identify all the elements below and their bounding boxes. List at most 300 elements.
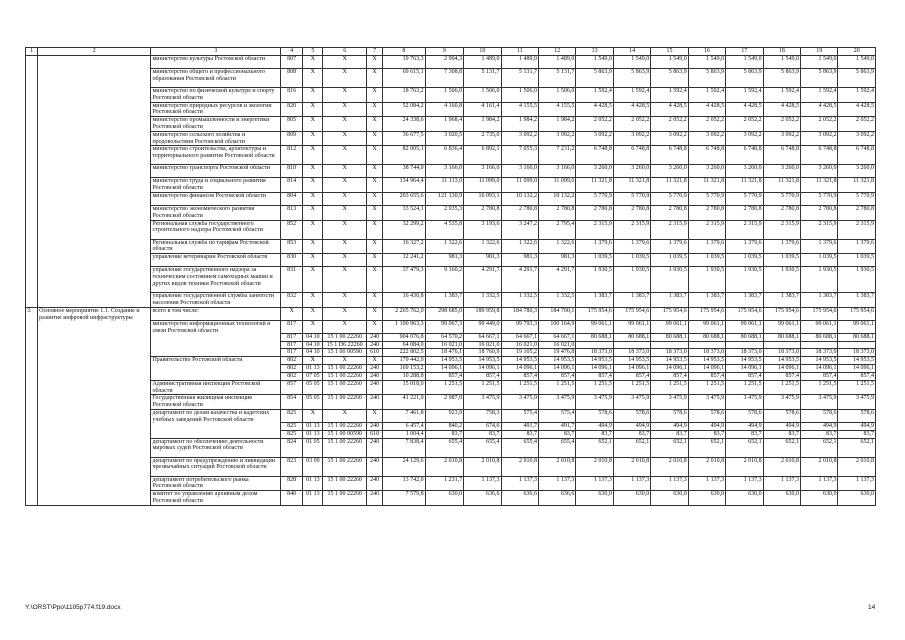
year-amount-cell: 5 863,9 — [838, 69, 876, 88]
year-amount-cell: 652,1 — [838, 438, 876, 457]
total-amount-cell: 7 579,8 — [383, 491, 426, 506]
vr-code-cell: 240 — [366, 372, 382, 380]
year-amount-cell: 3 475,9 — [576, 395, 613, 410]
year-amount-cell: 3 092,2 — [763, 131, 800, 146]
total-amount-cell: 24 129,6 — [383, 457, 426, 476]
table-row — [26, 117, 876, 132]
column-number-16: 16 — [688, 48, 725, 56]
year-amount-cell: 1 379,6 — [688, 239, 725, 254]
year-amount-cell: 1 383,7 — [425, 293, 463, 308]
year-amount-cell: 5 770,9 — [726, 192, 763, 205]
year-amount-cell: 80 688,1 — [688, 333, 725, 341]
vr-code-cell: X — [366, 192, 382, 205]
year-amount-cell: 636,6 — [538, 491, 575, 506]
vr-code-cell: X — [366, 267, 382, 293]
year-amount-cell: 99 067,3 — [425, 320, 463, 333]
year-amount-cell: 6 892,1 — [464, 146, 501, 165]
year-amount-cell: 14 096,1 — [801, 365, 838, 373]
year-amount-cell: 1 930,5 — [838, 267, 876, 293]
year-amount-cell: 14 096,1 — [464, 365, 501, 373]
table-row — [26, 220, 876, 239]
grbs-code-cell: 802 — [280, 357, 302, 365]
vr-code-cell: X — [366, 254, 382, 267]
event-name-cell — [38, 56, 151, 308]
year-amount-cell: 5 131,7 — [538, 69, 575, 88]
rzpr-code-cell: X — [303, 293, 323, 308]
year-amount-cell: 1 251,5 — [801, 380, 838, 395]
year-amount-cell: 80 688,1 — [613, 333, 650, 341]
csr-code-cell: X — [323, 220, 367, 239]
csr-code-cell: X — [323, 307, 367, 320]
vr-code-cell: X — [366, 307, 382, 320]
year-amount-cell: 175 954,6 — [576, 307, 613, 320]
year-amount-cell: 3 475,9 — [688, 395, 725, 410]
year-amount-cell: 4 428,5 — [763, 102, 800, 117]
rzpr-code-cell: 07 05 — [303, 372, 323, 380]
year-amount-cell: 578,6 — [801, 409, 838, 422]
column-number-10: 10 — [464, 48, 501, 56]
table-row — [26, 131, 876, 146]
year-amount-cell: 83,7 — [538, 430, 575, 438]
year-amount-cell: 1 592,4 — [838, 88, 876, 103]
total-amount-cell: 222 802,5 — [383, 349, 426, 357]
document-file-path: Y:\ORST\Ppo\1105p774.f19.docx — [25, 604, 121, 611]
year-amount-cell: 630,0 — [726, 491, 763, 506]
vr-code-cell: X — [366, 293, 382, 308]
year-amount-cell: 4 291,7 — [538, 267, 575, 293]
year-amount-cell: 1 251,5 — [651, 380, 688, 395]
table-row — [26, 409, 876, 422]
year-amount-cell: 1 489,0 — [501, 56, 538, 69]
year-amount-cell: 2 780,8 — [464, 205, 501, 220]
year-amount-cell: 1 322,6 — [501, 239, 538, 254]
total-amount-cell: 134 964,4 — [383, 178, 426, 193]
year-amount-cell: 2 315,9 — [838, 220, 876, 239]
total-amount-cell: 52 084,2 — [383, 102, 426, 117]
year-amount-cell: 7 308,8 — [425, 69, 463, 88]
total-amount-cell: 24 338,6 — [383, 117, 426, 132]
year-amount-cell: 2 052,2 — [613, 117, 650, 132]
year-amount-cell: 2 010,8 — [726, 457, 763, 476]
year-amount-cell: 7 231,2 — [538, 146, 575, 165]
year-amount-cell: 10 132,2 — [538, 192, 575, 205]
year-amount-cell: 5 863,9 — [801, 69, 838, 88]
year-amount-cell: 3 193,6 — [464, 220, 501, 239]
year-amount-cell: 3 092,2 — [838, 131, 876, 146]
year-amount-cell: 1 137,3 — [576, 476, 613, 491]
budget-table — [25, 47, 876, 506]
executor-cell: Региональная служба по тарифам Ростовской области — [151, 239, 281, 254]
year-amount-cell: 14 096,1 — [688, 365, 725, 373]
year-amount-cell: 674,6 — [464, 422, 501, 430]
year-amount-cell: 1 137,3 — [763, 476, 800, 491]
year-amount-cell: 1 251,5 — [838, 380, 876, 395]
year-amount-cell: 18 373,0 — [576, 349, 613, 357]
csr-code-cell: 15 1 00 22260 — [323, 476, 367, 491]
vr-code-cell: X — [366, 220, 382, 239]
year-amount-cell: 652,1 — [651, 438, 688, 457]
total-amount-cell: 10 288,8 — [383, 372, 426, 380]
rzpr-code-cell: X — [303, 267, 323, 293]
total-amount-cell: 7 461,8 — [383, 409, 426, 422]
year-amount-cell: 121 130,9 — [425, 192, 463, 205]
year-amount-cell: 923,9 — [425, 409, 463, 422]
year-amount-cell: 2 010,8 — [538, 457, 575, 476]
year-amount-cell: 494,9 — [801, 422, 838, 430]
year-amount-cell: 2 010,8 — [464, 457, 501, 476]
year-amount-cell: 1 549,0 — [688, 56, 725, 69]
year-amount-cell: 3 092,2 — [688, 131, 725, 146]
total-amount-cell: 1 004,4 — [383, 430, 426, 438]
rzpr-code-cell: 01 13 — [303, 491, 323, 506]
year-amount-cell: 630,0 — [651, 491, 688, 506]
year-amount-cell: 4 160,8 — [425, 102, 463, 117]
csr-code-cell: 15 1 00 00590 — [323, 430, 367, 438]
year-amount-cell: 83,7 — [613, 430, 650, 438]
rzpr-code-cell: X — [303, 178, 323, 193]
total-amount-cell: 6 457,4 — [383, 422, 426, 430]
year-amount-cell: 2 010,8 — [613, 457, 650, 476]
rzpr-code-cell: X — [303, 254, 323, 267]
year-amount-cell: 3 475,9 — [464, 395, 501, 410]
year-amount-cell: 99 061,1 — [576, 320, 613, 333]
year-amount-cell: 7 055,3 — [501, 146, 538, 165]
total-amount-cell: 179 442,0 — [383, 357, 426, 365]
year-amount-cell: 83,7 — [425, 430, 463, 438]
year-amount-cell: 2 010,8 — [576, 457, 613, 476]
year-amount-cell: 2 315,9 — [576, 220, 613, 239]
year-amount-cell: 1 489,0 — [464, 56, 501, 69]
grbs-code-cell: 840 — [280, 491, 302, 506]
vr-code-cell: 610 — [366, 430, 382, 438]
year-amount-cell: 4 291,7 — [464, 267, 501, 293]
year-amount-cell: 857,4 — [651, 372, 688, 380]
vr-code-cell: X — [366, 146, 382, 165]
executor-cell: департамент по делам казачества и кадетских учебных заведений Ростовской области — [151, 409, 281, 438]
executor-cell: министерство труда и социального развития Ростовской области — [151, 178, 281, 193]
year-amount-cell: 1 383,7 — [838, 293, 876, 308]
total-amount-cell: 38 744,0 — [383, 165, 426, 178]
vr-code-cell: X — [366, 239, 382, 254]
year-amount-cell: 11 321,8 — [576, 178, 613, 193]
year-amount-cell: 18 373,0 — [688, 349, 725, 357]
rzpr-code-cell: X — [303, 88, 323, 103]
year-amount-cell: 1 592,4 — [576, 88, 613, 103]
year-amount-cell: 5 770,9 — [651, 192, 688, 205]
year-amount-cell: 2 780,8 — [726, 205, 763, 220]
year-amount-cell: 1 251,5 — [576, 380, 613, 395]
year-amount-cell: 9 160,2 — [425, 267, 463, 293]
vr-code-cell: 240 — [366, 333, 382, 341]
total-amount-cell: 169 153,2 — [383, 365, 426, 373]
grbs-code-cell: X — [280, 307, 302, 320]
year-amount-cell: 1 549,0 — [651, 56, 688, 69]
year-amount-cell: 3 166,0 — [538, 165, 575, 178]
year-amount-cell: 14 953,5 — [538, 357, 575, 365]
year-amount-cell: 1 592,4 — [763, 88, 800, 103]
year-amount-cell: 2 780,8 — [613, 205, 650, 220]
year-amount-cell: 4 428,5 — [838, 102, 876, 117]
grbs-code-cell: 814 — [280, 178, 302, 193]
year-amount-cell: 2 052,2 — [726, 117, 763, 132]
grbs-code-cell: 857 — [280, 380, 302, 395]
year-amount-cell: 1 379,6 — [838, 239, 876, 254]
table-row — [26, 205, 876, 220]
year-amount-cell: 83,7 — [726, 430, 763, 438]
year-amount-cell: 1 549,0 — [838, 56, 876, 69]
year-amount-cell: 14 096,1 — [651, 365, 688, 373]
year-amount-cell: 1 506,0 — [538, 88, 575, 103]
csr-code-cell: X — [323, 88, 367, 103]
grbs-code-cell: 804 — [280, 192, 302, 205]
csr-code-cell: 15 1 00 22260 — [323, 372, 367, 380]
year-amount-cell: 99 061,1 — [613, 320, 650, 333]
year-amount-cell: 14 953,5 — [726, 357, 763, 365]
year-amount-cell: 1 251,5 — [726, 380, 763, 395]
table-row — [26, 267, 876, 293]
csr-code-cell: 15 1 00 22260 — [323, 491, 367, 506]
page-number: 14 — [868, 604, 876, 611]
grbs-code-cell: 852 — [280, 220, 302, 239]
executor-cell: комитет по управлению архивным делом Ростовской области — [151, 491, 281, 506]
year-amount-cell: 11 099,0 — [501, 178, 538, 193]
year-amount-cell: 80 688,1 — [838, 333, 876, 341]
year-amount-cell: 1 251,5 — [464, 380, 501, 395]
year-amount-cell: 3 260,0 — [763, 165, 800, 178]
year-amount-cell: 11 321,8 — [801, 178, 838, 193]
grbs-code-cell: 823 — [280, 457, 302, 476]
year-amount-cell: 4 291,7 — [501, 267, 538, 293]
executor-cell: управление государственной службы занятости населения Ростовской области — [151, 293, 281, 308]
rzpr-code-cell: 01 13 — [303, 476, 323, 491]
year-amount-cell: 2 780,8 — [763, 205, 800, 220]
year-amount-cell: 575,4 — [501, 409, 538, 422]
column-number-1: 1 — [26, 48, 38, 56]
year-amount-cell: 4 428,5 — [726, 102, 763, 117]
rzpr-code-cell: X — [303, 69, 323, 88]
year-amount-cell: 2 795,4 — [538, 220, 575, 239]
vr-code-cell: 240 — [366, 422, 382, 430]
executor-cell: министерство культуры Ростовской области — [151, 56, 281, 69]
year-amount-cell: 1 379,6 — [651, 239, 688, 254]
year-amount-cell: 19 105,2 — [501, 349, 538, 357]
year-amount-cell: 491,7 — [538, 422, 575, 430]
year-amount-cell: 494,9 — [763, 422, 800, 430]
year-amount-cell: 1 379,6 — [726, 239, 763, 254]
rzpr-code-cell: X — [303, 239, 323, 254]
year-amount-cell — [651, 341, 688, 349]
year-amount-cell: 4 155,5 — [538, 102, 575, 117]
executor-cell: министерство сельского хозяйства и продовольствия Ростовской области — [151, 131, 281, 146]
total-amount-cell: 16 327,2 — [383, 239, 426, 254]
year-amount-cell: 6 748,8 — [651, 146, 688, 165]
year-amount-cell: 64 667,1 — [464, 333, 501, 341]
year-amount-cell: 3 260,0 — [651, 165, 688, 178]
year-amount-cell: 18 373,0 — [613, 349, 650, 357]
year-amount-cell: 1 984,2 — [464, 117, 501, 132]
year-amount-cell: 1 039,5 — [726, 254, 763, 267]
column-number-3: 3 — [151, 48, 281, 56]
column-number-19: 19 — [801, 48, 838, 56]
year-amount-cell: 14 096,1 — [613, 365, 650, 373]
table-row — [26, 476, 876, 491]
year-amount-cell: 2 735,0 — [464, 131, 501, 146]
year-amount-cell: 4 428,5 — [688, 102, 725, 117]
year-amount-cell: 758,3 — [464, 409, 501, 422]
rzpr-code-cell: X — [303, 409, 323, 422]
year-amount-cell: 175 954,6 — [651, 307, 688, 320]
year-amount-cell: 14 096,1 — [501, 365, 538, 373]
year-amount-cell: 5 770,9 — [801, 192, 838, 205]
year-amount-cell: 5 863,9 — [651, 69, 688, 88]
rzpr-code-cell: X — [303, 192, 323, 205]
csr-code-cell: 15 1 00 22260 — [323, 380, 367, 395]
year-amount-cell: 11 321,8 — [688, 178, 725, 193]
year-amount-cell: 1 383,7 — [613, 293, 650, 308]
year-amount-cell — [613, 341, 650, 349]
year-amount-cell: 3 260,0 — [838, 165, 876, 178]
year-amount-cell: 1 930,5 — [801, 267, 838, 293]
column-number-5: 5 — [303, 48, 323, 56]
year-amount-cell: 2 315,9 — [613, 220, 650, 239]
year-amount-cell: 99 061,1 — [763, 320, 800, 333]
year-amount-cell: 494,9 — [726, 422, 763, 430]
vr-code-cell: 240 — [366, 395, 382, 410]
year-amount-cell: 636,6 — [501, 491, 538, 506]
grbs-code-cell: 828 — [280, 476, 302, 491]
year-amount-cell: 11 099,0 — [538, 178, 575, 193]
total-amount-cell: 36 677,5 — [383, 131, 426, 146]
year-amount-cell: 1 984,2 — [538, 117, 575, 132]
total-amount-cell: 203 655,6 — [383, 192, 426, 205]
executor-cell: министерство экономического развития Ростовской области — [151, 205, 281, 220]
year-amount-cell — [801, 341, 838, 349]
year-amount-cell: 6 748,8 — [613, 146, 650, 165]
rzpr-code-cell: 01 05 — [303, 438, 323, 457]
executor-cell: министерство строительства, архитектуры и территориального развития Ростовской области — [151, 146, 281, 165]
rzpr-code-cell: X — [303, 165, 323, 178]
year-amount-cell: 83,7 — [838, 430, 876, 438]
year-amount-cell: 1 251,5 — [538, 380, 575, 395]
vr-code-cell: 240 — [366, 457, 382, 476]
year-amount-cell: 5 863,9 — [613, 69, 650, 88]
year-amount-cell: 857,4 — [501, 372, 538, 380]
column-number-8: 8 — [383, 48, 426, 56]
table-row — [26, 239, 876, 254]
year-amount-cell: 655,4 — [425, 438, 463, 457]
year-amount-cell: 1 137,3 — [838, 476, 876, 491]
grbs-code-cell: 824 — [280, 438, 302, 457]
year-amount-cell: 18 373,0 — [726, 349, 763, 357]
executor-cell: всего в том числе: — [151, 307, 281, 320]
year-amount-cell: 2 987,0 — [425, 395, 463, 410]
year-amount-cell: 99 793,3 — [501, 320, 538, 333]
year-amount-cell: 11 099,0 — [464, 178, 501, 193]
year-amount-cell: 14 953,5 — [425, 357, 463, 365]
year-amount-cell: 494,9 — [838, 422, 876, 430]
year-amount-cell: 64 570,2 — [425, 333, 463, 341]
year-amount-cell: 2 010,8 — [425, 457, 463, 476]
year-amount-cell: 18 373,0 — [801, 349, 838, 357]
vr-code-cell: 240 — [366, 476, 382, 491]
vr-code-cell: X — [366, 56, 382, 69]
year-amount-cell: 14 096,1 — [726, 365, 763, 373]
grbs-code-cell: 820 — [280, 102, 302, 117]
rzpr-code-cell: 05 05 — [303, 380, 323, 395]
table-row — [26, 395, 876, 410]
year-amount-cell: 575,4 — [538, 409, 575, 422]
year-amount-cell: 655,4 — [538, 438, 575, 457]
grbs-code-cell: 831 — [280, 267, 302, 293]
year-amount-cell: 6 836,4 — [425, 146, 463, 165]
vr-code-cell: X — [366, 69, 382, 88]
year-amount-cell: 630,0 — [801, 491, 838, 506]
executor-cell: министерство по физической культуре и спорту Ростовской области — [151, 88, 281, 103]
year-amount-cell: 10 132,2 — [501, 192, 538, 205]
year-amount-cell: 1 549,0 — [613, 56, 650, 69]
total-amount-cell: 19 763,3 — [383, 56, 426, 69]
total-amount-cell: 32 299,2 — [383, 220, 426, 239]
year-amount-cell — [838, 341, 876, 349]
year-amount-cell: 1 930,5 — [688, 267, 725, 293]
total-amount-cell: 82 005,1 — [383, 146, 426, 165]
rzpr-code-cell: X — [303, 56, 323, 69]
year-amount-cell: 6 748,8 — [688, 146, 725, 165]
rzpr-code-cell: 05 05 — [303, 395, 323, 410]
year-amount-cell: 14 953,5 — [501, 357, 538, 365]
year-amount-cell: 18 373,0 — [651, 349, 688, 357]
table-row — [26, 192, 876, 205]
year-amount-cell: 2 780,8 — [651, 205, 688, 220]
rzpr-code-cell: 04 10 — [303, 341, 323, 349]
year-amount-cell: 2 315,9 — [688, 220, 725, 239]
vr-code-cell: X — [366, 165, 382, 178]
year-amount-cell: 11 321,8 — [613, 178, 650, 193]
grbs-code-cell: 809 — [280, 131, 302, 146]
vr-code-cell: X — [366, 320, 382, 333]
year-amount-cell: 3 092,2 — [726, 131, 763, 146]
csr-code-cell: X — [323, 102, 367, 117]
year-amount-cell: 1 506,0 — [464, 88, 501, 103]
year-amount-cell: 19 476,8 — [538, 349, 575, 357]
year-amount-cell: 14 953,5 — [464, 357, 501, 365]
year-amount-cell: 1 251,5 — [763, 380, 800, 395]
year-amount-cell: 83,7 — [464, 430, 501, 438]
rzpr-code-cell: X — [303, 307, 323, 320]
rzpr-code-cell: X — [303, 117, 323, 132]
year-amount-cell: 1 930,5 — [613, 267, 650, 293]
grbs-code-cell: 832 — [280, 293, 302, 308]
year-amount-cell: 1 137,3 — [651, 476, 688, 491]
executor-cell: департамент потребительского рынка Ростовской области — [151, 476, 281, 491]
year-amount-cell: 16 021,0 — [538, 341, 575, 349]
grbs-code-cell: 812 — [280, 146, 302, 165]
executor-cell: управление ветеринарии Ростовской области — [151, 254, 281, 267]
year-amount-cell: 83,7 — [688, 430, 725, 438]
csr-code-cell: X — [323, 320, 367, 333]
csr-code-cell: 15 1 00 22260 — [323, 333, 367, 341]
year-amount-cell: 857,4 — [763, 372, 800, 380]
year-amount-cell: 18 373,0 — [838, 349, 876, 357]
year-amount-cell: 2 780,8 — [838, 205, 876, 220]
year-amount-cell: 630,0 — [688, 491, 725, 506]
year-amount-cell: 2 780,8 — [538, 205, 575, 220]
table-row — [26, 357, 876, 365]
vr-code-cell: X — [366, 409, 382, 422]
year-amount-cell: 1 592,4 — [613, 88, 650, 103]
year-amount-cell: 494,9 — [651, 422, 688, 430]
year-amount-cell: 1 592,4 — [688, 88, 725, 103]
